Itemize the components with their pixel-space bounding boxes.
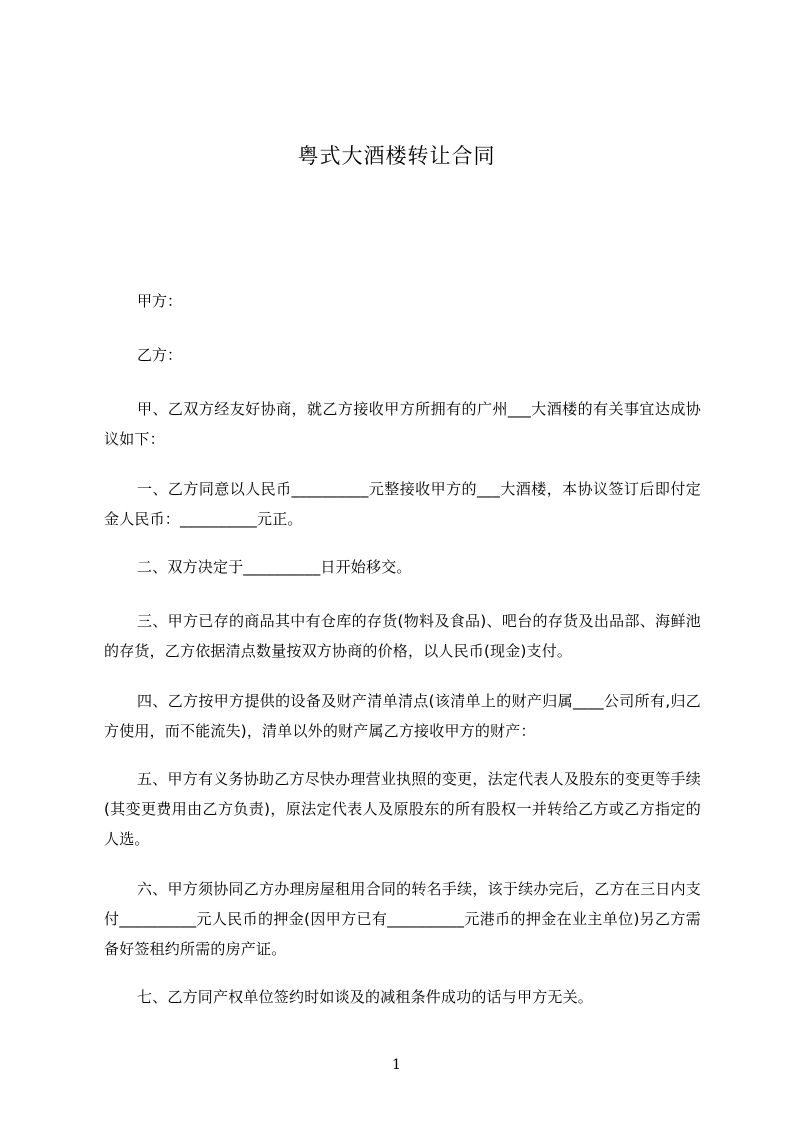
clause-6: 六、甲方须协同乙方办理房屋租用合同的转名手续，该于续办完后，乙方在三日内支付__________元人民币的押金(因甲方已有__________元港币的押金在业主单位)另乙方需备好签租约所需的房产证。: [104, 880, 701, 958]
clause-5: 五、甲方有义务协助乙方尽快办理营业执照的变更，法定代表人及股东的变更等手续(其变更费用由乙方负责)，原法定代表人及原股东的所有股权一并转给乙方或乙方指定的人选。: [104, 770, 701, 848]
clause-7: 七、乙方同产权单位签约时如谈及的减租条件成功的话与甲方无关。: [137, 988, 594, 1006]
clause-1: 一、乙方同意以人民币__________元整接收甲方的___大酒楼，本协议签订后即付定金人民币：__________元正。: [104, 480, 701, 528]
party-b-label: 乙方：: [137, 346, 183, 364]
party-a-label: 甲方：: [137, 292, 183, 310]
clause-3: 三、甲方已存的商品其中有仓库的存货(物料及食品)、吧台的存货及出品部、海鲜池的存货，乙方依据清点数量按双方协商的价格，以人民币(现金)支付。: [104, 612, 701, 660]
page-number: 1: [392, 1057, 401, 1073]
clause-2: 二、双方决定于__________日开始移交。: [137, 558, 412, 576]
intro-paragraph: 甲、乙双方经友好协商，就乙方接收甲方所拥有的广州___大酒楼的有关事宜达成协议如下：: [104, 400, 701, 448]
document-title: 粤式大酒楼转让合同: [297, 144, 496, 168]
clause-4: 四、乙方按甲方提供的设备及财产清单清点(该清单上的财产归属____公司所有,归乙方使用，而不能流失)，清单以外的财产属乙方接收甲方的财产：: [104, 692, 701, 740]
